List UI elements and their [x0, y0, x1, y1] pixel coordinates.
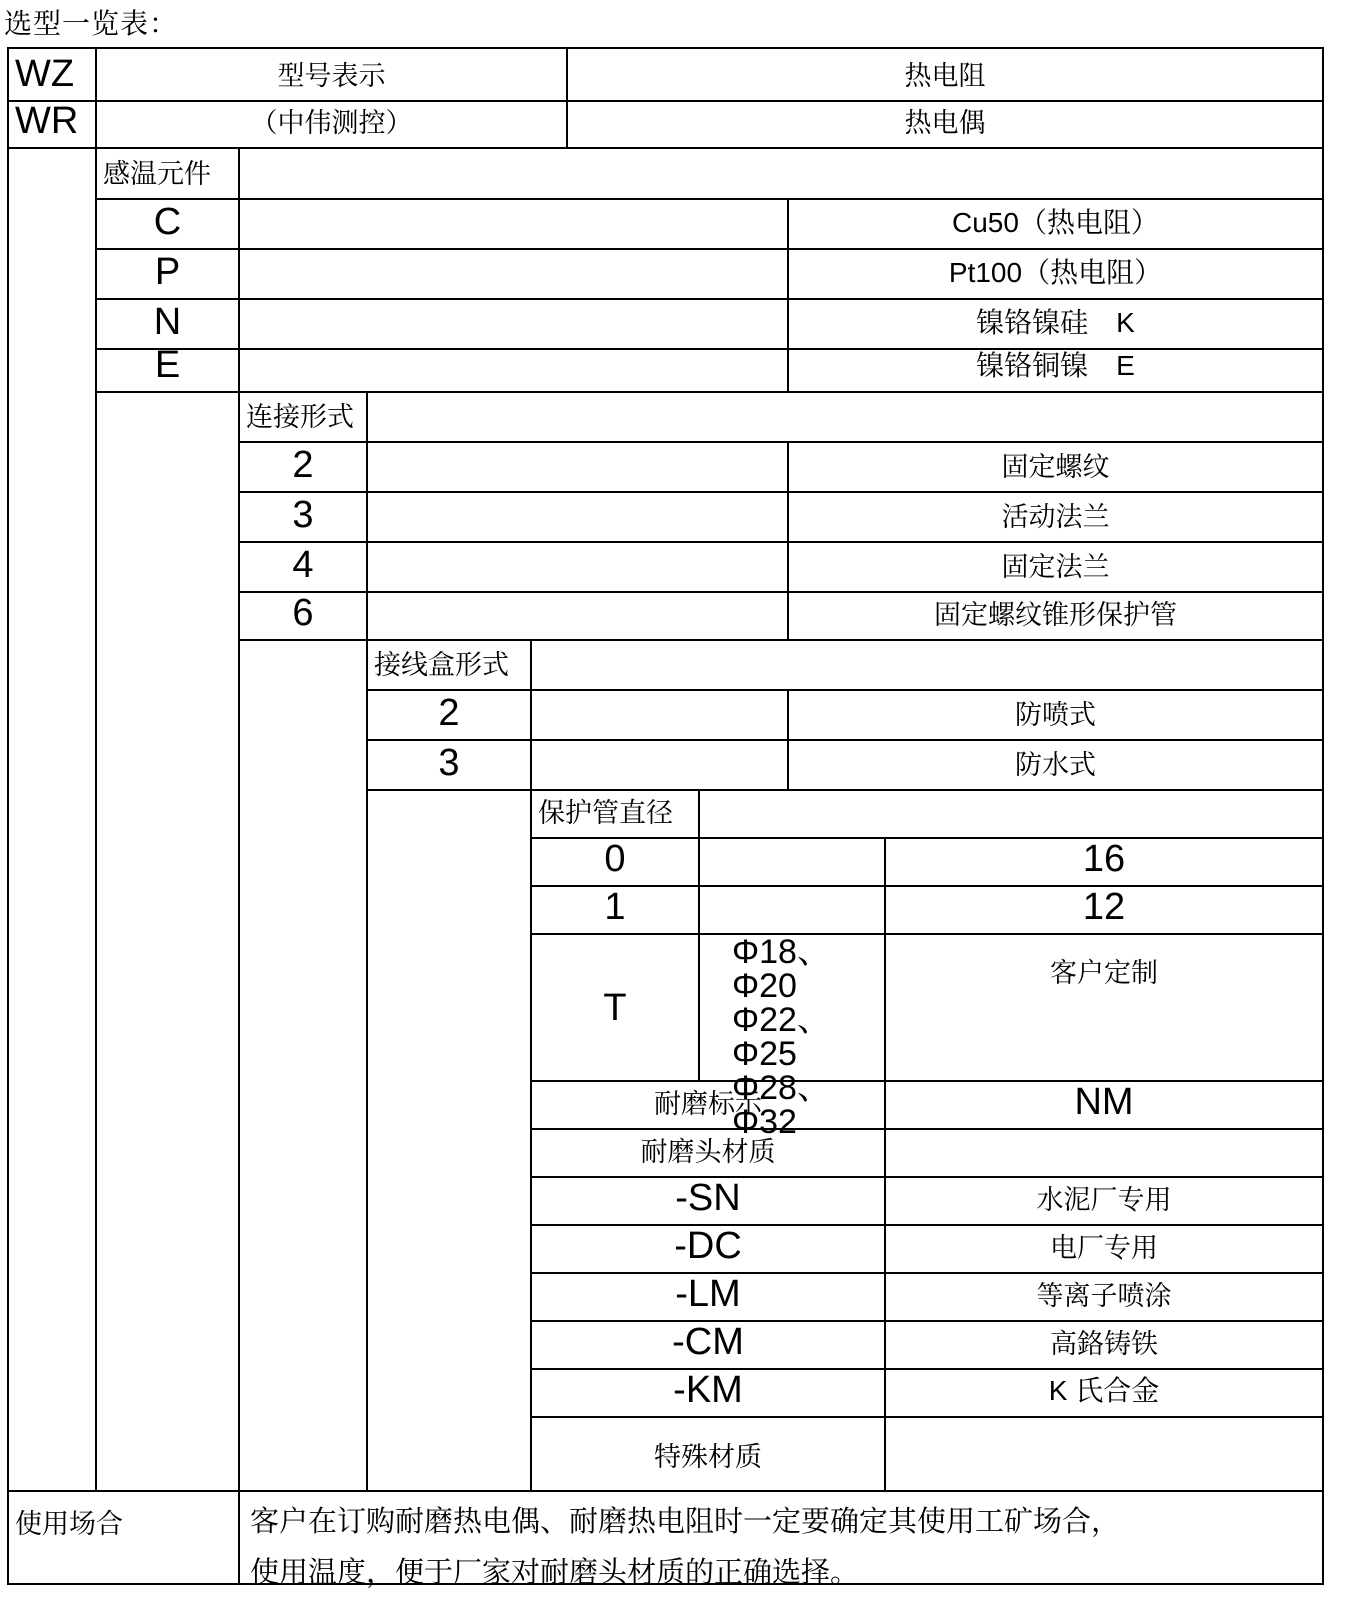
connection-spacer-2	[366, 441, 789, 493]
wear-code-lm: -LM	[530, 1272, 886, 1322]
wear-code-sn: -SN	[530, 1176, 886, 1226]
sensor-code-n: N	[95, 298, 240, 350]
tube-diameter-section-label: 保护管直径	[530, 789, 700, 839]
connection-value-2: 固定螺纹	[787, 441, 1324, 493]
usage-note	[238, 1490, 1324, 1589]
sensor-code-c: C	[95, 198, 240, 250]
step-spacer-col4	[366, 789, 532, 1492]
junction-box-value-2: 防喷式	[787, 689, 1324, 741]
step-spacer-col1	[7, 147, 97, 1492]
usage-section-label: 使用场合	[7, 1490, 240, 1585]
wear-mark-label: 耐磨标示	[530, 1080, 886, 1130]
sensor-value-e: 镍铬铜镍 E	[787, 348, 1324, 393]
sensor-spacer-n	[238, 298, 789, 350]
wear-code-km: -KM	[530, 1368, 886, 1418]
usage-note-line-1: 客户在订购耐磨热电偶、耐磨热电阻时一定要确定其使用工矿场合，	[250, 1506, 1121, 1538]
sensor-value-p: Pt100（热电阻）	[787, 248, 1324, 300]
tube-diameter-section-spacer	[698, 789, 1324, 839]
usage-note-line-2: 使用温度，便于厂家对耐磨头材质的正确选择。	[250, 1556, 860, 1589]
wear-value-lm: 等离子喷涂	[884, 1272, 1324, 1322]
brand-label: （中伟测控）	[95, 100, 568, 149]
junction-box-code-2: 2	[366, 689, 532, 741]
thermocouple-label: 热电偶	[566, 100, 1324, 149]
connection-section-label: 连接形式	[238, 391, 368, 443]
connection-section-spacer	[366, 391, 1324, 443]
tube-diameter-code-0: 0	[530, 837, 700, 887]
sensor-section-label: 感温元件	[95, 147, 240, 200]
junction-box-section-label: 接线盒形式	[366, 639, 532, 691]
tube-diameter-value-1: 12	[884, 885, 1324, 935]
connection-spacer-6	[366, 591, 789, 641]
diameter-line-3: Φ28、Φ32	[732, 1069, 831, 1141]
sensor-spacer-p	[238, 248, 789, 300]
sensor-section-spacer	[238, 147, 1324, 200]
sensor-value-n: 镍铬镍硅 K	[787, 298, 1324, 350]
tube-diameter-value-0: 16	[884, 837, 1324, 887]
tube-diameter-value-t: 客户定制	[884, 933, 1324, 1082]
sensor-code-p: P	[95, 248, 240, 300]
diameter-line-2: Φ22、Φ25	[732, 1001, 831, 1073]
wear-material-label: 耐磨头材质	[530, 1128, 886, 1178]
sensor-value-c: Cu50（热电阻）	[787, 198, 1324, 250]
page-title: 选型一览表：	[4, 8, 179, 39]
junction-box-spacer-3	[530, 739, 789, 791]
junction-box-section-spacer	[530, 639, 1324, 691]
tube-diameter-code-t: T	[530, 933, 700, 1082]
sensor-spacer-c	[238, 198, 789, 250]
connection-value-6: 固定螺纹锥形保护管	[787, 591, 1324, 641]
connection-code-4: 4	[238, 541, 368, 593]
connection-code-6: 6	[238, 591, 368, 641]
rtd-label: 热电阻	[566, 47, 1324, 102]
wear-value-km: K 氏合金	[884, 1368, 1324, 1418]
diameter-line-1: Φ18、Φ20	[732, 933, 831, 1005]
junction-box-spacer-2	[530, 689, 789, 741]
tube-diameter-spacer-0	[698, 837, 886, 887]
junction-box-code-3: 3	[366, 739, 532, 791]
step-spacer-col2	[95, 391, 240, 1492]
sensor-code-e: E	[95, 348, 240, 393]
connection-code-3: 3	[238, 491, 368, 543]
connection-code-2: 2	[238, 441, 368, 493]
tube-diameter-spacer-1	[698, 885, 886, 935]
wear-special-label: 特殊材质	[530, 1416, 886, 1492]
connection-spacer-3	[366, 491, 789, 543]
wear-material-spacer	[884, 1128, 1324, 1178]
connection-value-4: 固定法兰	[787, 541, 1324, 593]
sensor-spacer-e	[238, 348, 789, 393]
wear-value-cm: 高鉻铸铁	[884, 1320, 1324, 1370]
step-spacer-col3	[238, 639, 368, 1492]
wear-value-sn: 水泥厂专用	[884, 1176, 1324, 1226]
junction-box-value-3: 防水式	[787, 739, 1324, 791]
wear-mark-value: NM	[884, 1080, 1324, 1130]
wear-value-dc: 电厂专用	[884, 1224, 1324, 1274]
wear-code-cm: -CM	[530, 1320, 886, 1370]
model-prefix-wr: WR	[7, 100, 97, 149]
connection-spacer-4	[366, 541, 789, 593]
connection-value-3: 活动法兰	[787, 491, 1324, 543]
wear-special-spacer	[884, 1416, 1324, 1492]
model-prefix-wz: WZ	[7, 47, 97, 102]
wear-code-dc: -DC	[530, 1224, 886, 1274]
tube-diameter-code-1: 1	[530, 885, 700, 935]
model-label: 型号表示	[95, 47, 568, 102]
